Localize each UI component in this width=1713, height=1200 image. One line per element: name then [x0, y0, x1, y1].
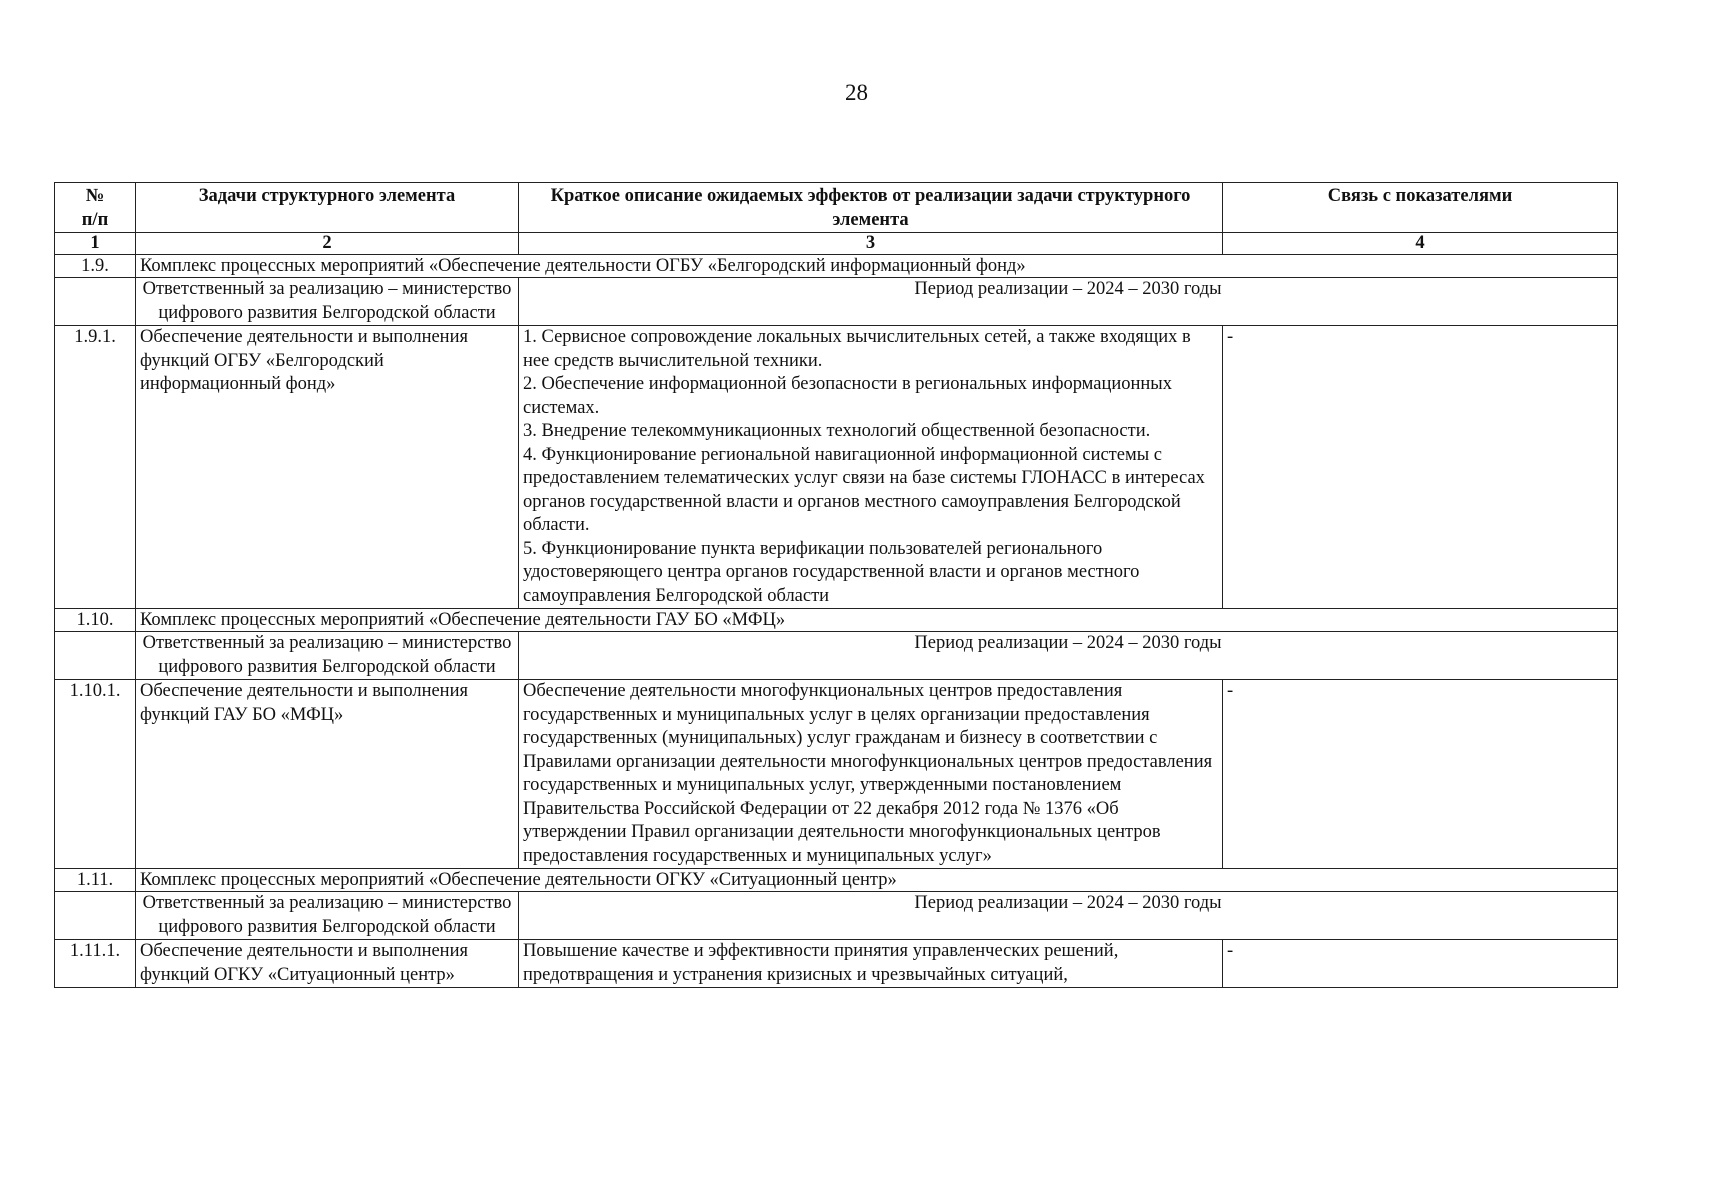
responsible-cell: Ответственный за реализацию – министерство цифрового развития Белгородской области	[136, 632, 519, 680]
description-item: 4. Функционирование региональной навигационной информационной системы с предоставлением телематических услуг связи на базе системы ГЛОНАСС в интересах органов государственной власти и органов местного самоуправления Белгородской области.	[523, 444, 1205, 535]
period-cell: Период реализации – 2024 – 2030 годы	[519, 278, 1618, 326]
header-indicators: Связь с показателями	[1223, 183, 1618, 233]
description-item: 1. Сервисное сопровождение локальных вычислительных сетей, а также входящих в нее средств вычислительной техники.	[523, 327, 1191, 371]
section-row	[55, 609, 1618, 632]
task-row	[55, 680, 1618, 869]
description-item: 5. Функционирование пункта верификации пользователей регионального удостоверяющего центра органов государственной власти и органов местного самоуправления Белгородской области	[523, 538, 1140, 606]
header-effects: Краткое описание ожидаемых эффектов от реализации задачи структурного элемента	[519, 183, 1223, 233]
section-title: Комплекс процессных мероприятий «Обеспечение деятельности ГАУ БО «МФЦ»	[136, 609, 1618, 632]
column-number: 2	[136, 233, 519, 255]
header-tasks: Задачи структурного элемента	[136, 183, 519, 233]
section-number: 1.11.	[55, 869, 136, 892]
empty-cell	[55, 892, 136, 940]
description-item: 2. Обеспечение информационной безопасности в региональных информационных системах.	[523, 374, 1172, 418]
indicator-link: -	[1223, 940, 1618, 988]
section-number: 1.9.	[55, 255, 136, 278]
empty-cell	[55, 278, 136, 326]
task-number: 1.9.1.	[55, 326, 136, 609]
column-number: 4	[1223, 233, 1618, 255]
task-description	[519, 680, 1223, 869]
page-number: 28	[845, 80, 868, 105]
section-number: 1.10.	[55, 609, 136, 632]
task-row	[55, 326, 1618, 609]
responsible-cell: Ответственный за реализацию – министерство цифрового развития Белгородской области	[136, 278, 519, 326]
responsible-row	[55, 278, 1618, 326]
column-numbers-row	[55, 233, 1618, 255]
period-cell: Период реализации – 2024 – 2030 годы	[519, 632, 1618, 680]
header-row	[55, 183, 1618, 233]
task-description	[519, 940, 1223, 988]
task-name: Обеспечение деятельности и выполнения функций ОГБУ «Белгородский информационный фонд»	[136, 326, 519, 609]
responsible-row	[55, 892, 1618, 940]
task-description	[519, 326, 1223, 609]
structural-elements-table	[54, 182, 1618, 988]
task-number: 1.11.1.	[55, 940, 136, 988]
section-row	[55, 869, 1618, 892]
column-number: 3	[519, 233, 1223, 255]
section-row	[55, 255, 1618, 278]
task-number: 1.10.1.	[55, 680, 136, 869]
section-title: Комплекс процессных мероприятий «Обеспечение деятельности ОГБУ «Белгородский информационный фонд»	[136, 255, 1618, 278]
task-row	[55, 940, 1618, 988]
description-item: Обеспечение деятельности многофункциональных центров предоставления государственных и муниципальных услуг в целях организации предоставления государственных (муниципальных) услуг гражданам и бизнесу в соответствии с Правилами организации деятельности многофункциональных центров предоставления государственных и муниципальных услуг, утвержденными постановлением Правительства Российской Федерации от 22 декабря 2012 года № 1376 «Об утверждении Правил организации деятельности многофункциональных центров предоставления государственных и муниципальных услуг»	[523, 681, 1213, 866]
responsible-row	[55, 632, 1618, 680]
task-name: Обеспечение деятельности и выполнения функций ГАУ БО «МФЦ»	[136, 680, 519, 869]
header-num: № п/п	[55, 183, 136, 233]
section-title: Комплекс процессных мероприятий «Обеспечение деятельности ОГКУ «Ситуационный центр»	[136, 869, 1618, 892]
column-number: 1	[55, 233, 136, 255]
period-cell: Период реализации – 2024 – 2030 годы	[519, 892, 1618, 940]
description-item: 3. Внедрение телекоммуникационных технологий общественной безопасности.	[523, 421, 1151, 441]
indicator-link: -	[1223, 680, 1618, 869]
description-item: Повышение качестве и эффективности принятия управленческих решений, предотвращения и устранения кризисных и чрезвычайных ситуаций,	[523, 941, 1119, 985]
indicator-link: -	[1223, 326, 1618, 609]
task-name: Обеспечение деятельности и выполнения функций ОГКУ «Ситуационный центр»	[136, 940, 519, 988]
empty-cell	[55, 632, 136, 680]
responsible-cell: Ответственный за реализацию – министерство цифрового развития Белгородской области	[136, 892, 519, 940]
